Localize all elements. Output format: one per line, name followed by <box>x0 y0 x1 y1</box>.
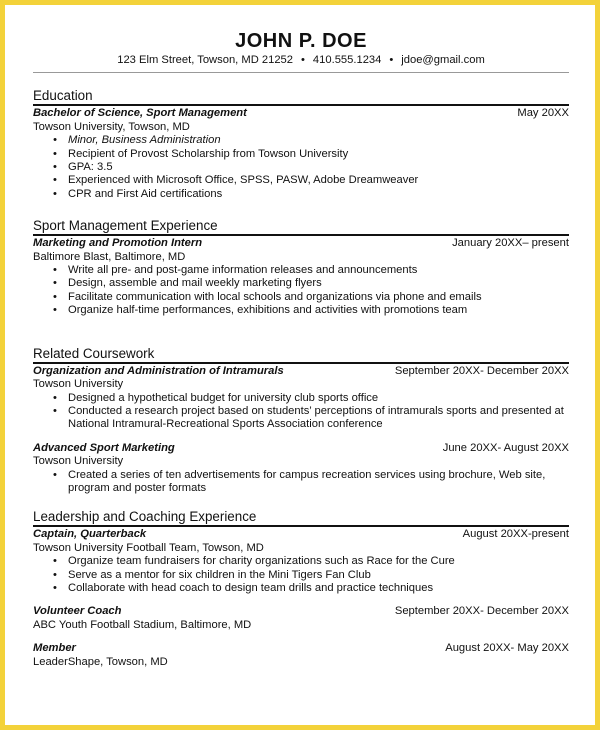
list-item: • Facilitate communication with local schools and organizations via phone and emails <box>68 291 569 304</box>
leadership-entry <box>33 642 569 669</box>
bullet-list <box>33 469 569 496</box>
course-entry <box>33 365 569 432</box>
coursework-section <box>33 346 569 496</box>
list-item: • Serve as a mentor for six children in the Mini Tigers Fan Club <box>68 569 569 582</box>
course-title: Advanced Sport Marketing <box>33 441 175 454</box>
education-section <box>33 88 569 201</box>
bullet-list <box>33 134 569 201</box>
entry-date: May 20XX <box>517 107 569 120</box>
institution: Towson University <box>33 455 124 468</box>
institution: Towson University, Towson, MD <box>33 120 190 133</box>
contact-line <box>33 54 569 67</box>
leadership-section <box>33 509 569 669</box>
position-title: Captain, Quarterback <box>33 528 147 541</box>
phone: 410.555.1234 <box>312 54 382 66</box>
list-item: • Minor, Business Administration <box>68 134 569 147</box>
list-item: • Organize half-time performances, exhibitions and activities with promotions team <box>68 304 569 317</box>
entry-date: January 20XX– present <box>452 237 569 250</box>
institution: Towson University <box>33 378 124 391</box>
bullet-list <box>33 264 569 318</box>
list-item: • Recipient of Provost Scholarship from Towson University <box>68 148 569 161</box>
organization: LeaderShape, Towson, MD <box>33 655 168 668</box>
section-title: Related Coursework <box>33 346 569 364</box>
entry-date: September 20XX- December 20XX <box>394 364 569 377</box>
list-item: • Conducted a research project based on students’ perceptions of intramurals sports and presented at National Intramural-Recreational Sports Association conference <box>68 405 569 432</box>
leadership-entry <box>33 528 569 595</box>
list-item: • Created a series of ten advertisements for campus recreation services using brochure, Web site, program and poster formats <box>68 469 569 496</box>
separator-dot: • <box>389 54 394 66</box>
organization: Towson University Football Team, Towson, MD <box>33 541 264 554</box>
list-item: • GPA: 3.5 <box>68 161 569 174</box>
course-entry <box>33 442 569 496</box>
applicant-name: JOHN P. DOE <box>235 30 367 52</box>
list-item: • Experienced with Microsoft Office, SPSS, PASW, Adobe Dreamweaver <box>68 174 569 187</box>
position-title: Member <box>33 642 76 655</box>
list-item: • Collaborate with head coach to design team drills and practice techniques <box>68 582 569 595</box>
section-title: Leadership and Coaching Experience <box>33 509 569 527</box>
separator-dot: • <box>301 54 305 66</box>
section-title: Education <box>33 88 569 106</box>
email: jdoe@gmail.com <box>401 54 485 66</box>
list-item: • Write all pre- and post-game information releases and announcements <box>68 264 569 277</box>
organization: ABC Youth Football Stadium, Baltimore, MD <box>33 618 252 631</box>
address: 123 Elm Street, Towson, MD 21252 <box>117 54 293 66</box>
entry-date: June 20XX- August 20XX <box>442 441 569 454</box>
job-title: Marketing and Promotion Intern <box>33 237 203 250</box>
list-item: • Designed a hypothetical budget for university club sports office <box>68 392 569 405</box>
bullet-list <box>33 555 569 595</box>
employer: Baltimore Blast, Baltimore, MD <box>33 250 186 263</box>
experience-entry <box>33 237 569 317</box>
entry-date: August 20XX-present <box>462 528 569 541</box>
leadership-entry <box>33 605 569 632</box>
bullet-list <box>33 392 569 432</box>
education-entry <box>33 107 569 201</box>
list-item: • Design, assemble and mail weekly marketing flyers <box>68 277 569 290</box>
position-title: Volunteer Coach <box>33 605 122 618</box>
list-item: • CPR and First Aid certifications <box>68 188 569 201</box>
entry-date: August 20XX- May 20XX <box>445 642 569 655</box>
section-title: Sport Management Experience <box>33 218 569 236</box>
list-item: • Organize team fundraisers for charity organizations such as Race for the Cure <box>68 555 569 568</box>
course-title: Organization and Administration of Intramurals <box>33 364 284 377</box>
entry-date: September 20XX- December 20XX <box>394 605 569 618</box>
sport-experience-section <box>33 218 569 317</box>
resume-page <box>33 30 569 669</box>
header-divider <box>33 72 569 73</box>
degree: Bachelor of Science, Sport Management <box>33 107 247 120</box>
